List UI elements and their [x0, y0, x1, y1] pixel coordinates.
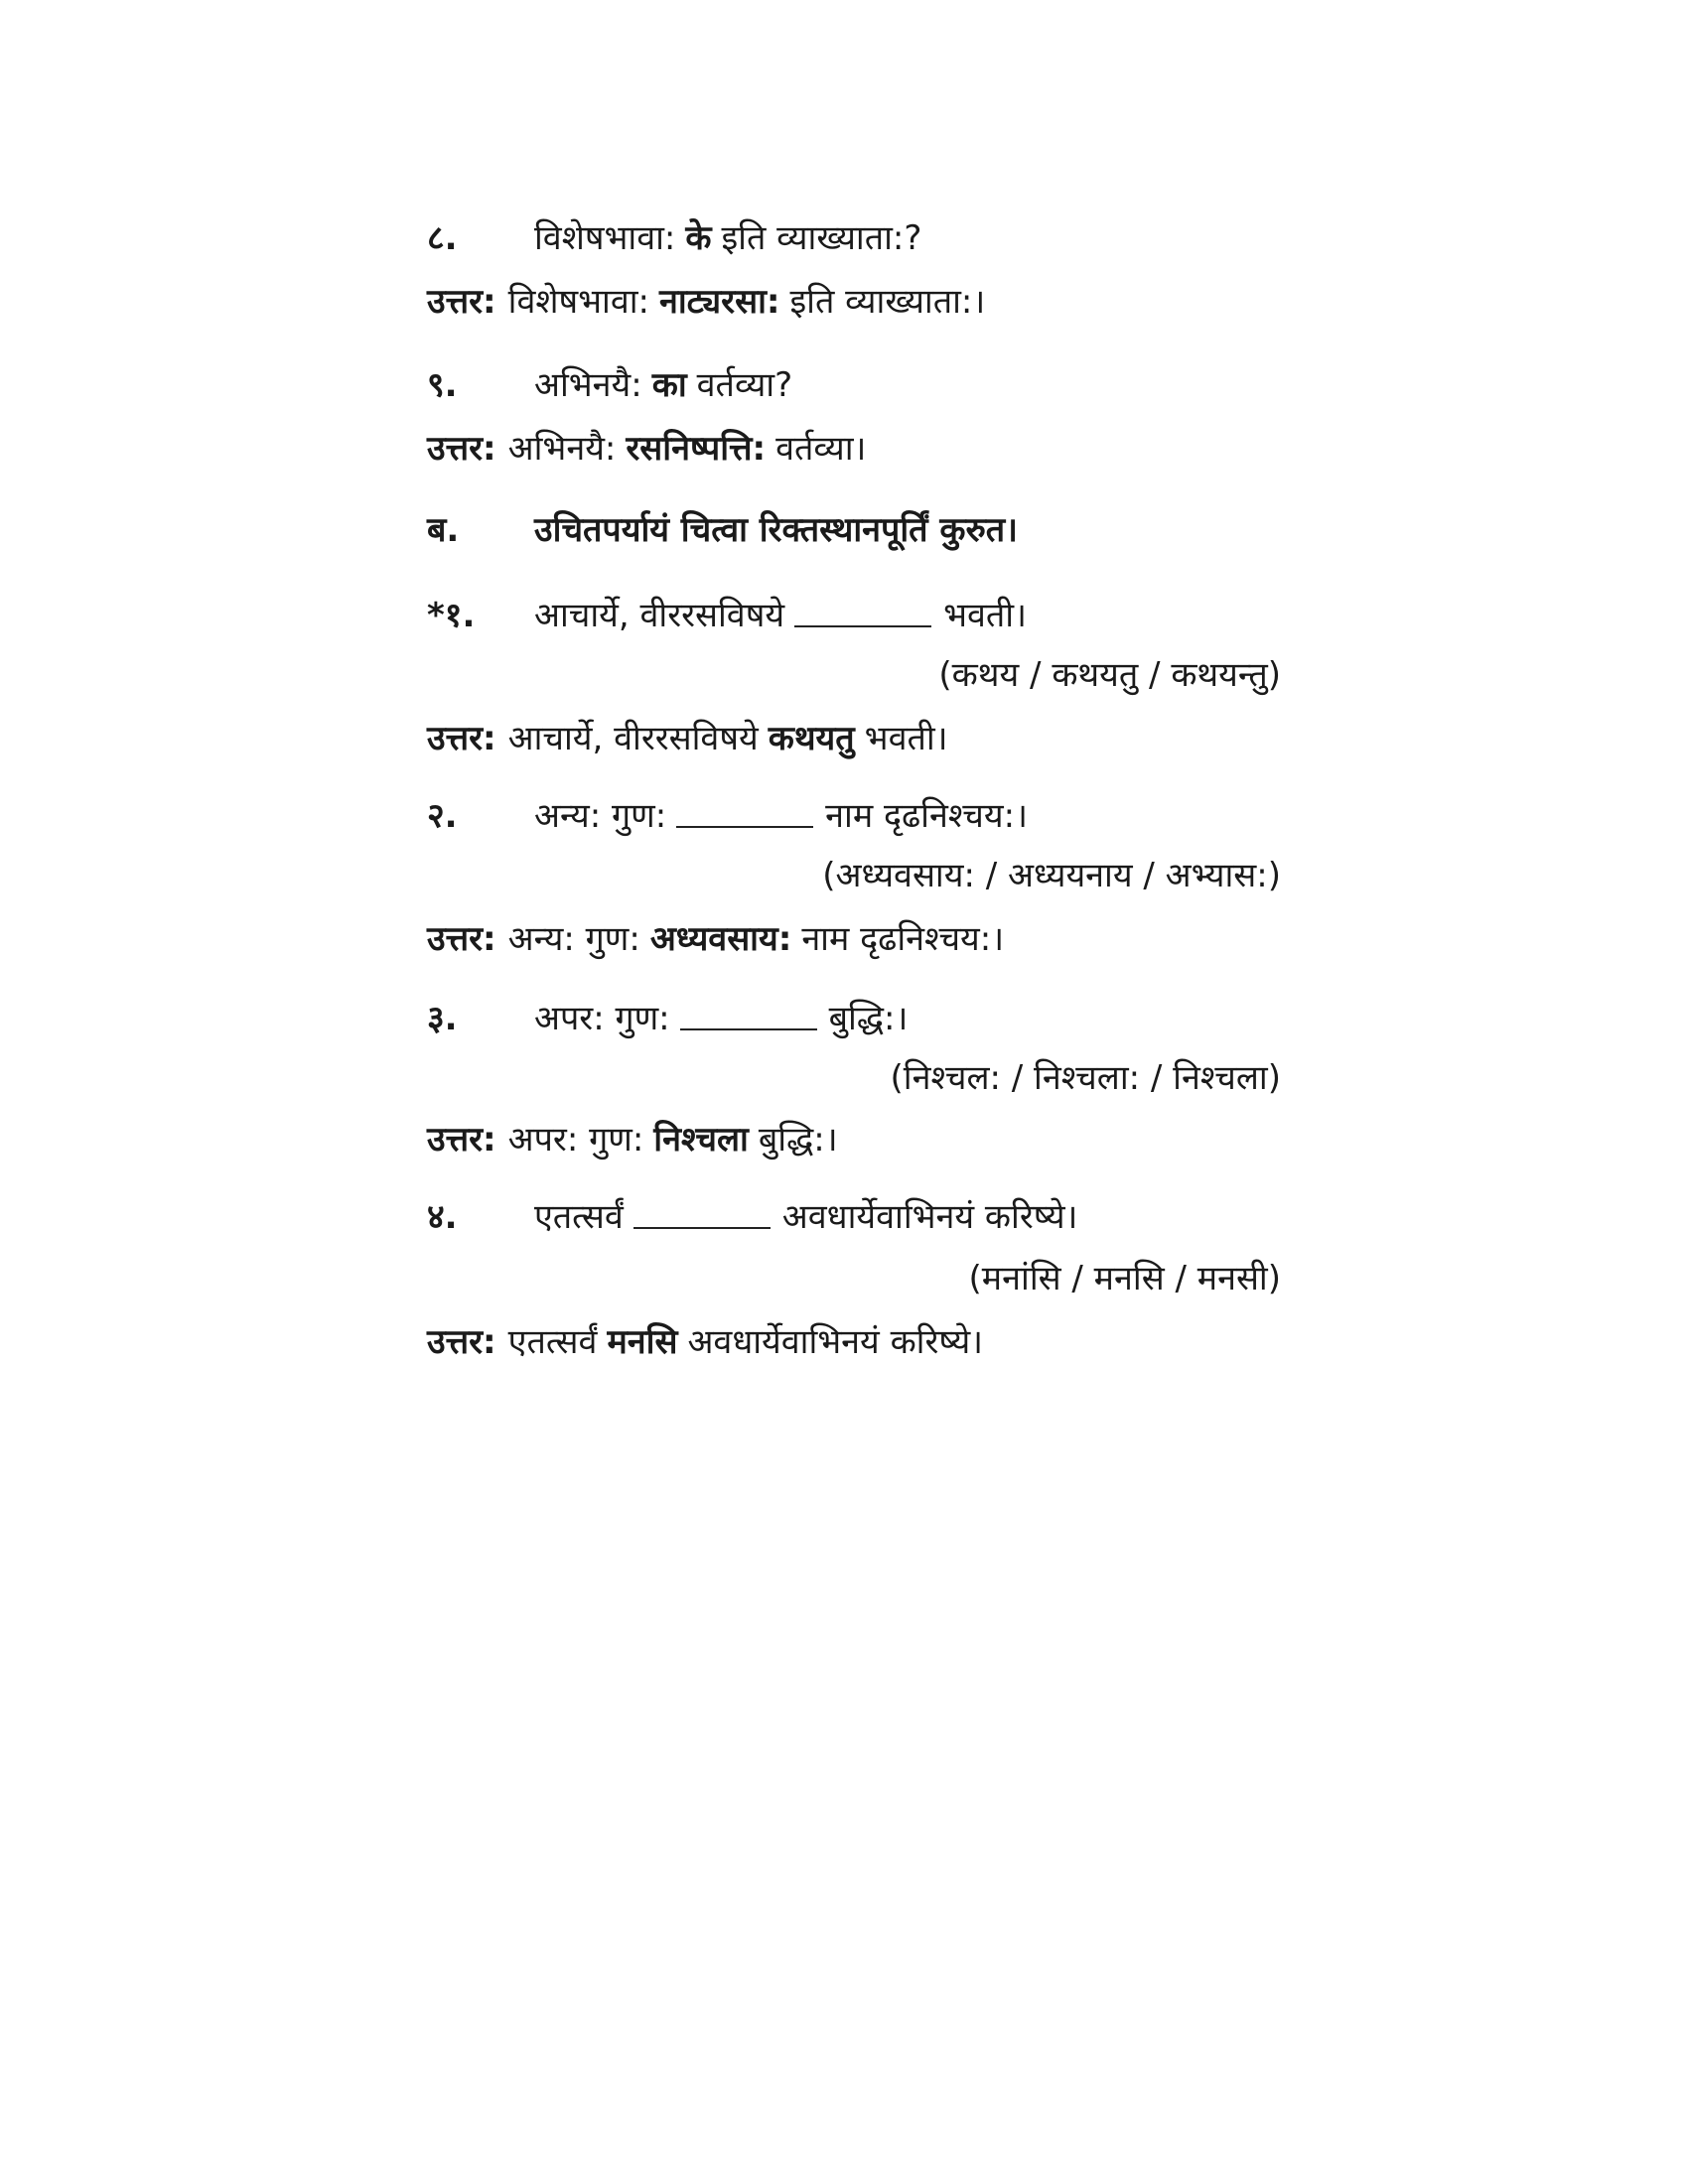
blank-line [676, 792, 813, 828]
answer-label: उत्तर: [427, 919, 496, 959]
question-text-pre: विशेषभावा: [534, 218, 676, 258]
fill-blank-3 [427, 993, 1281, 1044]
answer-text-post: नाम दृढनिश्चय:। [801, 919, 1005, 959]
options-2: (अध्यवसाय: / अध्ययनाय / अभ्यास:) [822, 856, 1281, 895]
fill-blank-4 [427, 1191, 1281, 1243]
question-number: ९. [427, 365, 458, 405]
answer-keyword: नाट्यरसा: [659, 282, 780, 322]
answer-keyword: मनसि [607, 1322, 678, 1362]
question-number: २. [427, 796, 458, 836]
answer-label: उत्तर: [427, 1322, 496, 1362]
answer-text-post: बुद्धि:। [758, 1120, 838, 1160]
answer-label: उत्तर: [427, 429, 496, 469]
answer-keyword: निश्चला [653, 1120, 749, 1160]
question-text-pre: अभिनयै: [534, 365, 642, 405]
answer-fill-4 [427, 1316, 1281, 1368]
answer-label: उत्तर: [427, 1120, 496, 1160]
answer-text-post: इति व्याख्याता:। [789, 282, 986, 322]
question-number: ३. [427, 999, 458, 1038]
blank-line [680, 995, 817, 1030]
question-9 [427, 359, 1281, 411]
question-8 [427, 212, 1281, 264]
question-text-post: वर्तव्या? [696, 365, 793, 405]
answer-text-post: अवधार्येवाभिनयं करिष्ये। [687, 1322, 984, 1362]
section-title: उचितपर्यायं चित्वा रिक्तस्थानपूर्तिं कुरुत। [534, 510, 1019, 550]
fill-blank-2 [427, 790, 1281, 842]
question-text-post: नाम दृढनिश्चय:। [825, 796, 1028, 836]
answer-text-post: भवती। [864, 719, 948, 758]
options-3: (निश्चल: / निश्चला: / निश्चला) [890, 1058, 1281, 1098]
question-keyword: का [651, 365, 687, 405]
question-number: *१. [427, 596, 476, 635]
question-number: ४. [427, 1197, 458, 1237]
answer-8 [427, 276, 1281, 328]
answer-9 [427, 423, 1281, 475]
question-text-post: बुद्धि:। [828, 999, 909, 1038]
answer-text-pre: एतत्सर्वं [507, 1322, 598, 1362]
answer-keyword: अध्यवसाय: [649, 919, 792, 959]
question-text-pre: अन्य: गुण: [534, 796, 667, 836]
answer-label: उत्तर: [427, 719, 496, 758]
section-b-heading [427, 504, 1281, 556]
answer-label: उत्तर: [427, 282, 496, 322]
answer-keyword: कथयतु [768, 719, 855, 758]
answer-fill-3 [427, 1114, 1281, 1165]
blank-line [633, 1193, 771, 1229]
question-text-post: इति व्याख्याता:? [721, 218, 922, 258]
fill-blank-1 [427, 590, 1281, 641]
answer-text-pre: अपर: गुण: [507, 1120, 644, 1160]
question-text-pre: आचार्ये, वीररसविषये [534, 596, 785, 635]
answer-text-pre: अभिनयै: [507, 429, 617, 469]
answer-fill-2 [427, 913, 1281, 965]
question-text-pre: एतत्सर्वं [534, 1197, 624, 1237]
answer-text-post: वर्तव्या। [775, 429, 867, 469]
answer-text-pre: विशेषभावा: [507, 282, 649, 322]
blank-line [794, 592, 931, 627]
question-number: ८. [427, 218, 458, 258]
question-text-pre: अपर: गुण: [534, 999, 670, 1038]
answer-keyword: रसनिष्पत्ति: [626, 429, 767, 469]
answer-text-pre: आचार्ये, वीररसविषये [507, 719, 759, 758]
section-label: ब. [427, 510, 460, 550]
question-text-post: भवती। [943, 596, 1027, 635]
answer-fill-1 [427, 713, 1281, 764]
options-1: (कथय / कथयतु / कथयन्तु) [938, 655, 1281, 695]
options-4: (मनांसि / मनसि / मनसी) [968, 1259, 1281, 1298]
question-text-post: अवधार्येवाभिनयं करिष्ये। [781, 1197, 1078, 1237]
question-keyword: के [685, 218, 712, 258]
answer-text-pre: अन्य: गुण: [507, 919, 640, 959]
